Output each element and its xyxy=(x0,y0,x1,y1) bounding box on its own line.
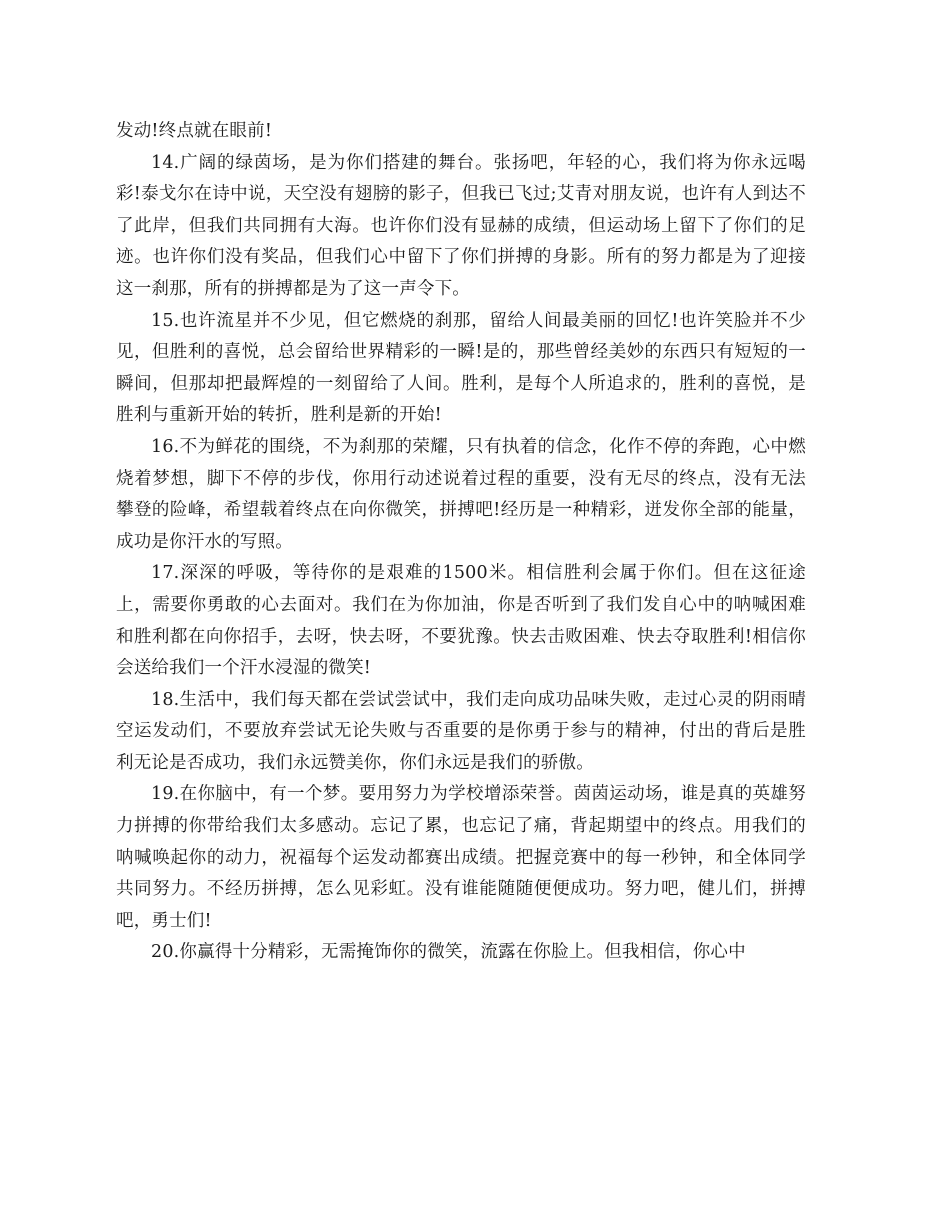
paragraph-15: 15.也许流星并不少见，但它燃烧的刹那，留给人间最美丽的回忆!也许笑脸并不少见，但胜利的喜悦，总会留给世界精彩的一瞬!是的，那些曾经美妙的东西只有短短的一瞬间，但那却把最辉煌的一刻留给了人间。胜利，是每个人所追求的，胜利的喜悦，是胜利与重新开始的转折，胜利是新的开始! xyxy=(116,310,806,426)
paragraph-20: 20.你赢得十分精彩，无需掩饰你的微笑，流露在你脸上。但我相信，你心中 xyxy=(151,942,746,963)
paragraph-16: 16.不为鲜花的围绕，不为刹那的荣耀，只有执着的信念，化作不停的奔跑，心中燃烧着梦想，脚下不停的步伐，你用行动述说着过程的重要，没有无尽的终点，没有无法攀登的险峰，希望载着终点在向你微笑，拼搏吧!经历是一种精彩，迸发你全部的能量，成功是你汗水的写照。 xyxy=(116,436,806,552)
paragraph-19: 19.在你脑中，有一个梦。要用努力为学校增添荣誉。茵茵运动场，谁是真的英雄努力拼搏的你带给我们太多感动。忘记了累，也忘记了痛，背起期望中的终点。用我们的呐喊唤起你的动力，祝福每个运发动都赛出成绩。把握竞赛中的每一秒钟，和全体同学共同努力。不经历拼搏，怎么见彩虹。没有谁能随随便便成功。努力吧，健儿们，拼搏吧，勇士们! xyxy=(116,784,806,931)
paragraph-14: 14.广阔的绿茵场，是为你们搭建的舞台。张扬吧，年轻的心，我们将为你永远喝彩!泰戈尔在诗中说，天空没有翅膀的影子，但我已飞过;艾青对朋友说，也许有人到达不了此岸，但我们共同拥有大海。也许你们没有显赫的成绩，但运动场上留下了你们的足迹。也许你们没有奖品，但我们心中留下了你们拼搏的身影。所有的努力都是为了迎接这一刹那，所有的拼搏都是为了这一声令下。 xyxy=(116,152,806,299)
document-body xyxy=(116,116,806,969)
paragraph-18: 18.生活中，我们每天都在尝试尝试中，我们走向成功品味失败，走过心灵的阴雨晴空运发动们，不要放弃尝试无论失败与否重要的是你勇于参与的精神，付出的背后是胜利无论是否成功，我们永远赞美你，你们永远是我们的骄傲。 xyxy=(116,689,806,773)
paragraph-continuation: 发动!终点就在眼前! xyxy=(116,121,273,141)
paragraph-17: 17.深深的呼吸，等待你的是艰难的1500米。相信胜利会属于你们。但在这征途上，需要你勇敢的心去面对。我们在为你加油，你是否听到了我们发自心中的呐喊困难和胜利都在向你招手，去呀，快去呀，不要犹豫。快去击败困难、快去夺取胜利!相信你会送给我们一个汗水浸湿的微笑! xyxy=(116,563,806,679)
